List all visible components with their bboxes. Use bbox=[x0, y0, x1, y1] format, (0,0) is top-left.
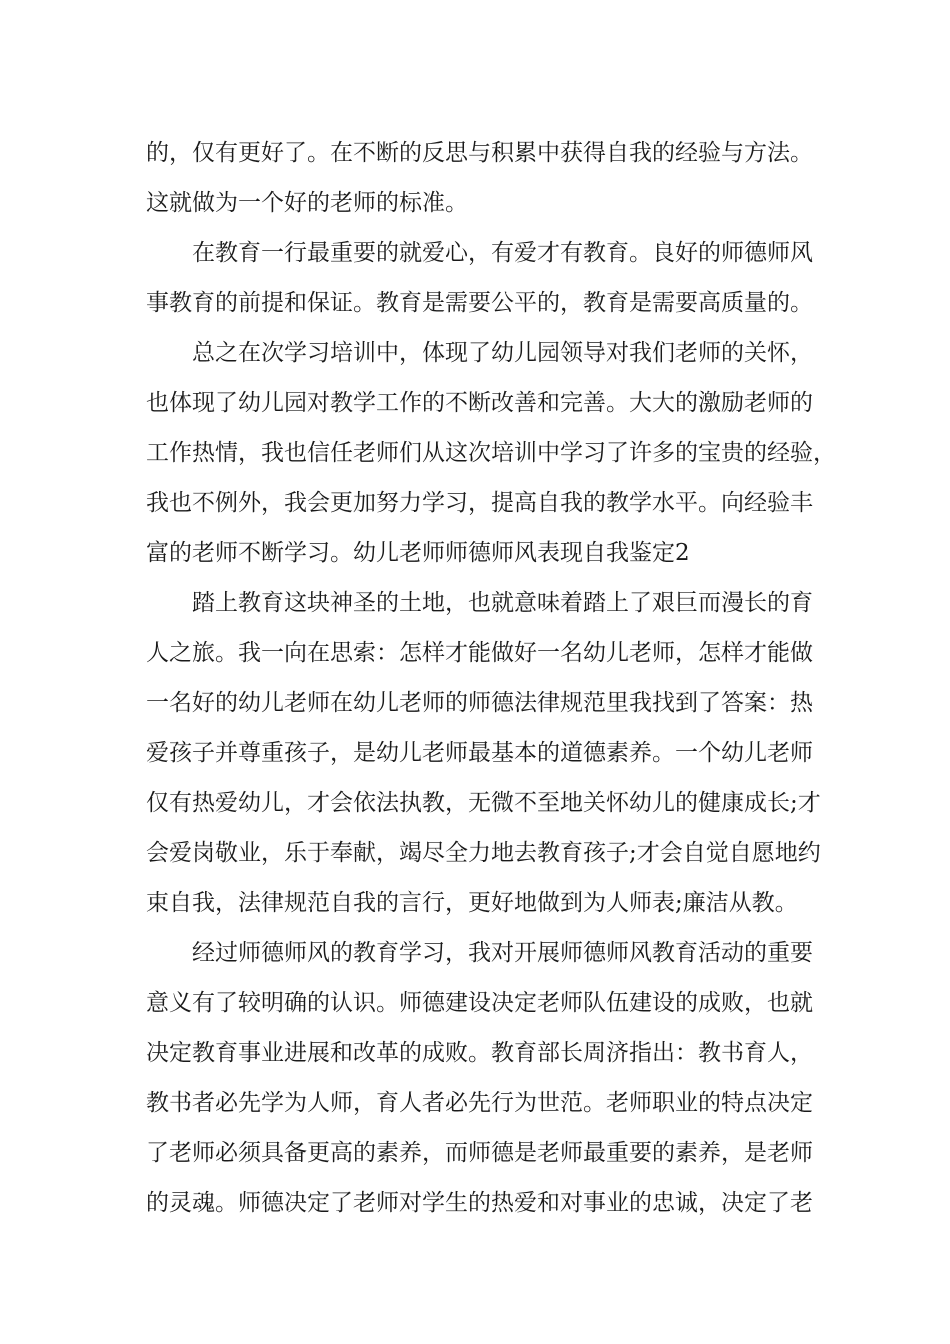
text-line: 教书者必先学为人师，育人者必先行为世范。老师职业的特点决定 bbox=[146, 1090, 813, 1116]
text-line: 人之旅。我一向在思索：怎样才能做好一名幼儿老师，怎样才能做 bbox=[146, 640, 813, 666]
text-line: 的灵魂。师德决定了老师对学生的热爱和对事业的忠诚，决定了老 bbox=[146, 1190, 813, 1216]
text-line: 的，仅有更好了。在不断的反思与积累中获得自我的经验与方法。 bbox=[146, 140, 813, 166]
paragraph bbox=[146, 578, 822, 928]
paragraph bbox=[146, 928, 822, 1228]
paragraph bbox=[146, 128, 822, 228]
text-line: 经过师德师风的教育学习，我对开展师德师风教育活动的重要 bbox=[192, 940, 813, 966]
text-line: 我也不例外，我会更加努力学习，提高自我的教学水平。向经验丰 bbox=[146, 490, 813, 516]
text-line: 富的老师不断学习。幼儿老师师德师风表现自我鉴定2 bbox=[146, 540, 690, 566]
text-line: 踏上教育这块神圣的土地，也就意味着踏上了艰巨而漫长的育 bbox=[192, 590, 813, 616]
text-line: 意义有了较明确的认识。师德建设决定老师队伍建设的成败，也就 bbox=[146, 990, 813, 1016]
text-line: 决定教育事业进展和改革的成败。教育部长周济指出：教书育人， bbox=[146, 1040, 813, 1066]
text-line: 事教育的前提和保证。教育是需要公平的，教育是需要高质量的。 bbox=[146, 290, 813, 316]
document-body bbox=[146, 128, 836, 1228]
text-line: 仅有热爱幼儿，才会依法执教，无微不至地关怀幼儿的健康成长;才 bbox=[146, 790, 821, 816]
text-line: 束自我，法律规范自我的言行，更好地做到为人师表;廉洁从教。 bbox=[146, 890, 798, 916]
text-line: 这就做为一个好的老师的标准。 bbox=[146, 190, 468, 216]
text-line: 工作热情，我也信任老师们从这次培训中学习了许多的宝贵的经验， bbox=[146, 440, 836, 466]
text-line: 在教育一行最重要的就爱心，有爱才有教育。良好的师德师风 bbox=[192, 240, 813, 266]
text-line: 也体现了幼儿园对教学工作的不断改善和完善。大大的激励老师的 bbox=[146, 390, 813, 416]
paragraph bbox=[146, 328, 836, 578]
text-line: 一名好的幼儿老师在幼儿老师的师德法律规范里我找到了答案：热 bbox=[146, 690, 813, 716]
text-line: 了老师必须具备更高的素养，而师德是老师最重要的素养，是老师 bbox=[146, 1140, 813, 1166]
text-line: 总之在次学习培训中，体现了幼儿园领导对我们老师的关怀， bbox=[192, 340, 813, 366]
text-line: 爱孩子并尊重孩子，是幼儿老师最基本的道德素养。一个幼儿老师 bbox=[146, 740, 813, 766]
paragraph bbox=[146, 228, 822, 328]
text-line: 会爱岗敬业，乐于奉献，竭尽全力地去教育孩子;才会自觉自愿地约 bbox=[146, 840, 821, 866]
